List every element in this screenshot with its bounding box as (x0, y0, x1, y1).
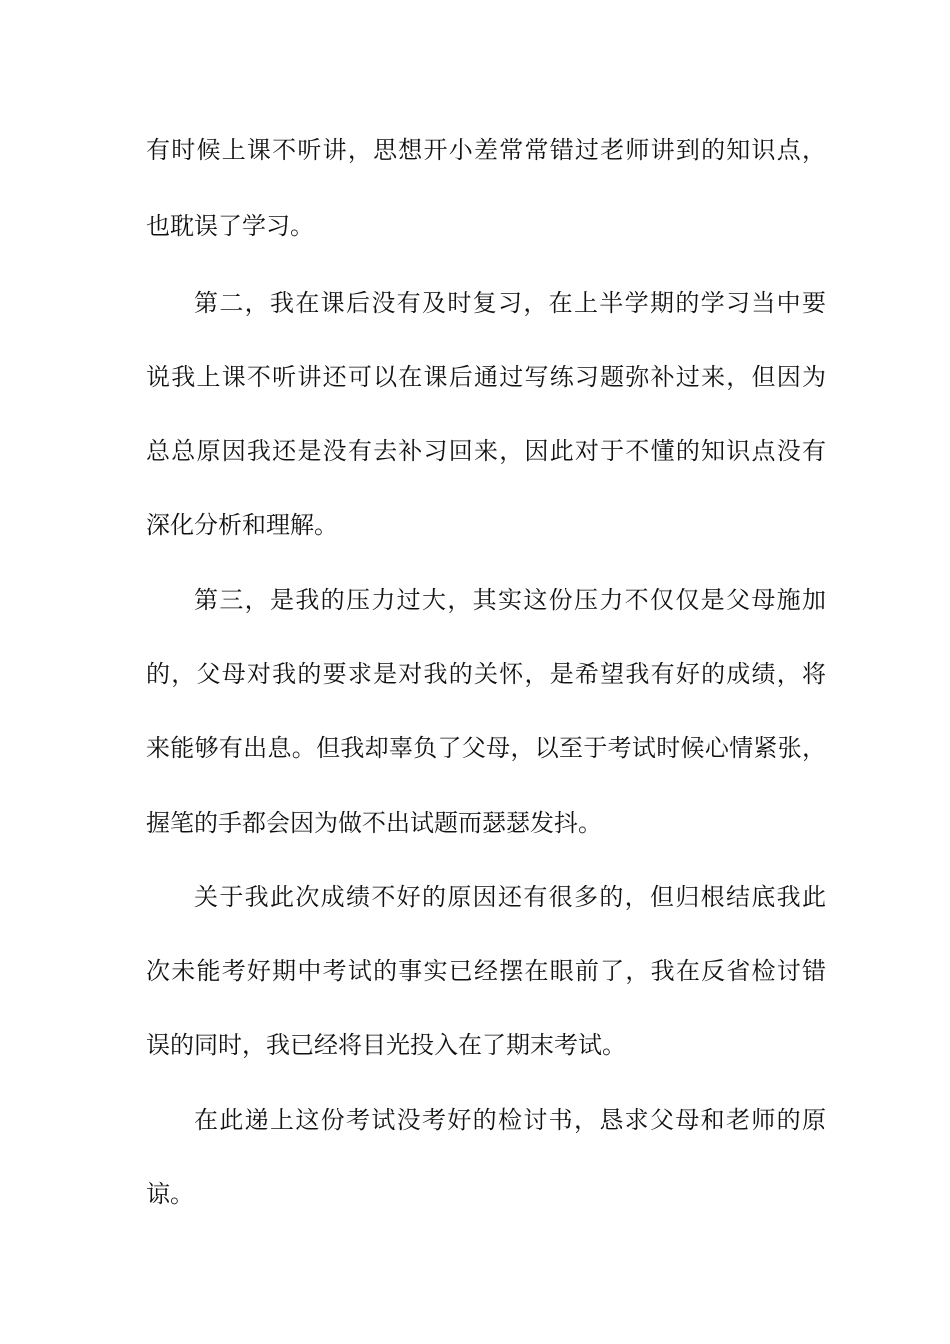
text-line-2: 也耽误了学习。 (146, 212, 314, 240)
text-line-7: 第三，是我的压力过大，其实这份压力不仅仅是父母施加 (194, 586, 826, 614)
text-line-13: 误的同时，我已经将目光投入在了期末考试。 (146, 1031, 626, 1059)
text-line-9: 来能够有出息。但我却辜负了父母，以至于考试时候心情紧张， (146, 734, 826, 762)
text-line-1: 有时候上课不听讲，思想开小差常常错过老师讲到的知识点， (146, 136, 826, 164)
text-line-14: 在此递上这份考试没考好的检讨书，恳求父母和老师的原 (194, 1106, 826, 1134)
text-line-8: 的，父母对我的要求是对我的关怀，是希望我有好的成绩，将 (146, 660, 826, 688)
text-line-4: 说我上课不听讲还可以在课后通过写练习题弥补过来，但因为 (146, 363, 826, 391)
text-line-12: 次未能考好期中考试的事实已经摆在眼前了，我在反省检讨错 (146, 957, 826, 985)
text-line-5: 总总原因我还是没有去补习回来，因此对于不懂的知识点没有 (146, 437, 826, 465)
text-line-10: 握笔的手都会因为做不出试题而瑟瑟发抖。 (146, 809, 602, 837)
text-line-3: 第二，我在课后没有及时复习，在上半学期的学习当中要 (194, 289, 826, 317)
text-line-15: 谅。 (146, 1180, 194, 1208)
text-line-11: 关于我此次成绩不好的原因还有很多的，但归根结底我此 (194, 883, 826, 911)
text-line-6: 深化分析和理解。 (146, 511, 338, 539)
